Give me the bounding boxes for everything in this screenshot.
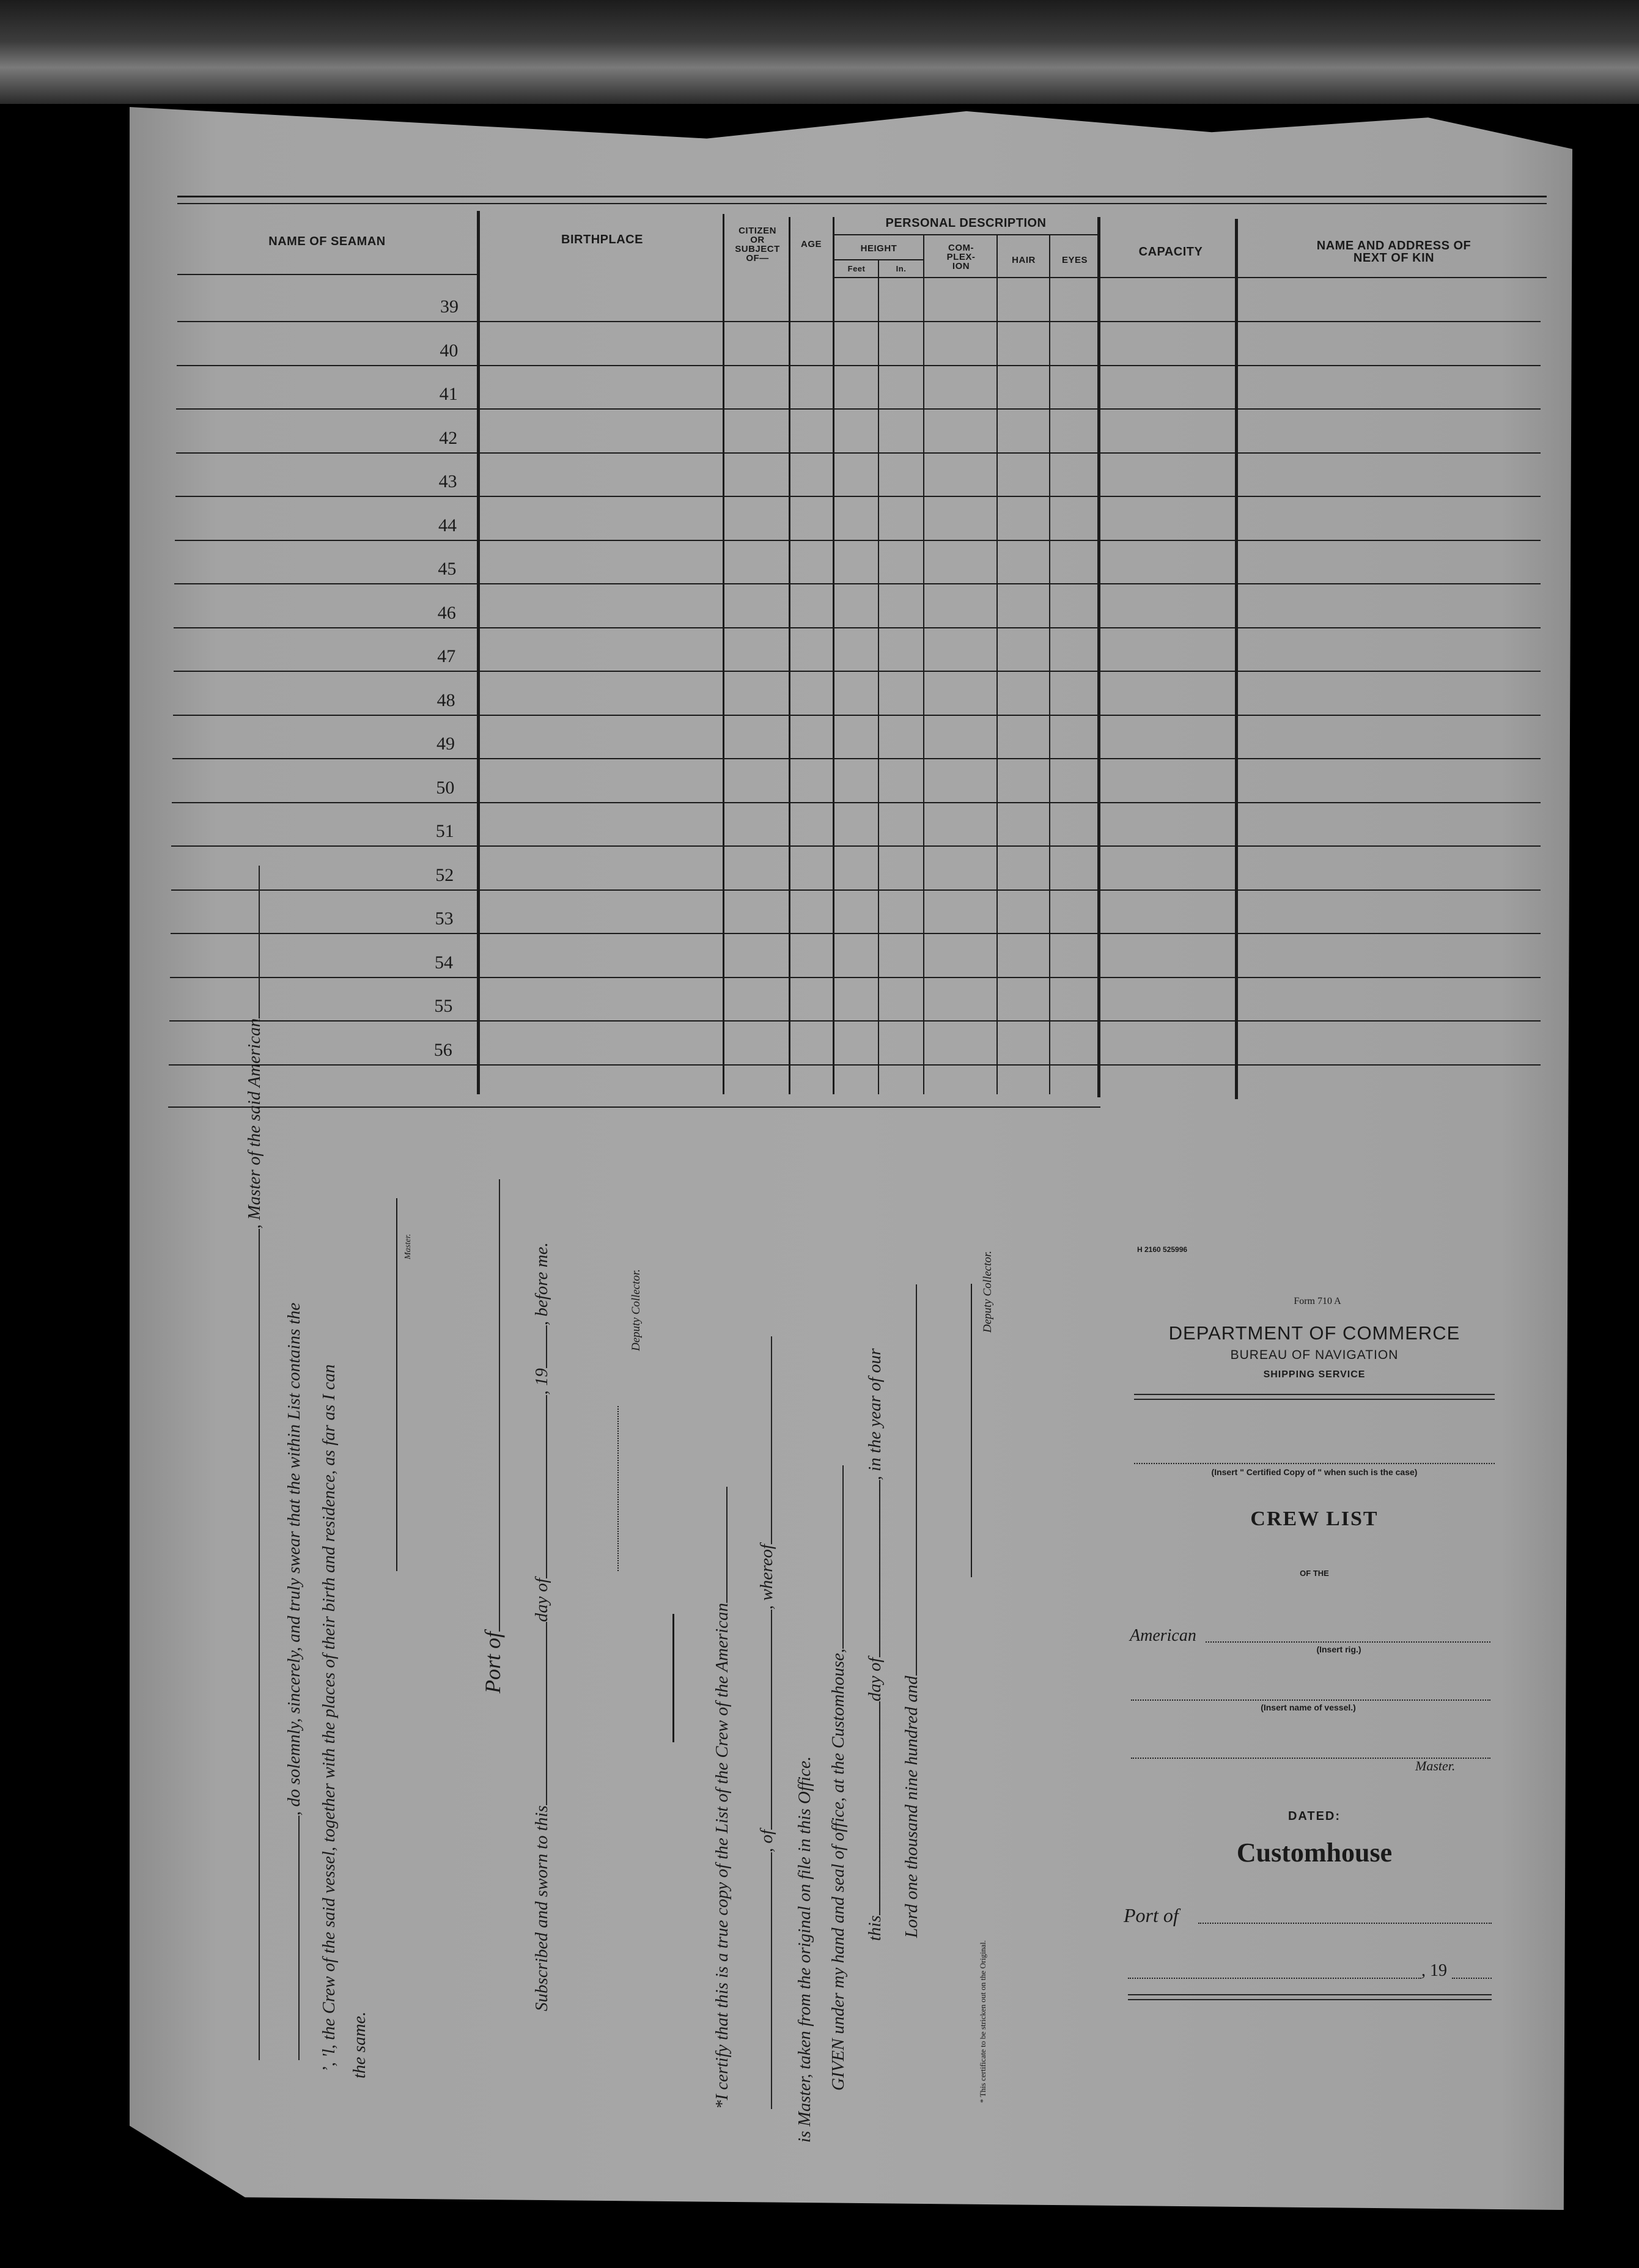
table-row — [176, 452, 1541, 454]
col-line-birthplace — [723, 214, 724, 1094]
col-line-hair — [1049, 235, 1050, 1094]
header-eyes: EYES — [1061, 255, 1088, 265]
header-citizen: CITIZEN OR SUBJECT OF— — [735, 226, 780, 263]
personal-desc-rule — [834, 234, 1097, 235]
table-row — [171, 933, 1541, 934]
col-line-name — [477, 211, 480, 1094]
bureau-title: BUREAU OF NAVIGATION — [1230, 1348, 1399, 1362]
col-line-eyes — [1097, 217, 1100, 1097]
department-title: DEPARTMENT OF COMMERCE — [1168, 1322, 1460, 1344]
oath-line-1: , Master of the said American — [245, 866, 265, 2060]
service-title: SHIPPING SERVICE — [1263, 1369, 1366, 1380]
cert-line-6: Lord one thousand nine hundred and — [902, 1284, 922, 1938]
cover-bottom-rule-2 — [1128, 1999, 1492, 2000]
table-row — [177, 321, 1541, 322]
table-row — [173, 715, 1541, 716]
cover-master-label: Master. — [1415, 1758, 1456, 1773]
table-row — [174, 627, 1541, 628]
dated-label: DATED: — [1287, 1810, 1341, 1823]
insert-name-note: (Insert name of vessel.) — [1261, 1703, 1356, 1712]
col-line-inches — [923, 235, 924, 1094]
insert-certified-note: (Insert " Certified Copy of " when such is the case) — [1211, 1467, 1418, 1477]
vessel-name-line — [1131, 1699, 1490, 1701]
row-number: 43 — [438, 471, 457, 492]
col-line-feet — [878, 260, 879, 1094]
form-number: Form 710 A — [1294, 1296, 1341, 1306]
cert-line-2: , of, whereof — [757, 1336, 777, 2109]
header-bottom-rule — [834, 277, 1547, 278]
cover-rule-2 — [1134, 1399, 1495, 1400]
table-row — [172, 802, 1541, 803]
cover-bottom-rule-1 — [1128, 1994, 1492, 1995]
col-line-complexion — [996, 235, 998, 1094]
table-bottom-rule — [168, 1106, 1100, 1108]
table-row — [171, 889, 1541, 891]
certified-copy-line — [1134, 1463, 1495, 1464]
date-line — [1128, 1978, 1421, 1979]
row-number: 55 — [434, 996, 453, 1016]
header-name-of-seaman: NAME OF SEAMAN — [268, 235, 386, 248]
header-birthplace: BIRTHPLACE — [561, 233, 643, 246]
table-row — [174, 671, 1541, 672]
col-line-capacity — [1235, 219, 1238, 1099]
oath-line-4: the same. — [350, 2011, 369, 2078]
table-row — [175, 496, 1541, 497]
cert-line-1: *I certify that this is a true copy of the List of the Crew of the American — [712, 1487, 732, 2109]
row-number: 49 — [436, 734, 455, 754]
table-row — [172, 758, 1541, 759]
col-line-citizen — [789, 217, 790, 1094]
row-number: 54 — [435, 952, 453, 973]
row-number: 48 — [436, 690, 455, 710]
header-capacity: CAPACITY — [1138, 245, 1203, 259]
header-height: HEIGHT — [860, 243, 897, 254]
row-number: 46 — [437, 603, 456, 623]
header-inches: In. — [896, 264, 907, 273]
row-number: 50 — [436, 778, 455, 798]
table-row — [170, 977, 1541, 978]
oath-line-3: ʼ, 'l, the Crew of the said vessel, together with the places of their birth and residence, as far as I can — [319, 1364, 339, 2072]
col-line-age — [833, 217, 834, 1094]
row-number: 42 — [439, 428, 458, 448]
row-number: 47 — [437, 646, 456, 666]
year-line — [1452, 1978, 1492, 1979]
crew-list-page — [130, 107, 1572, 2210]
insert-rig-note: (Insert rig.) — [1316, 1644, 1361, 1654]
oath-subscribed: Subscribed and sworn to thisday of, 19, before me. — [532, 1242, 551, 2011]
table-row — [169, 1020, 1541, 1022]
section-separator — [672, 1614, 674, 1742]
cert-deputy-collector: Deputy Collector. — [981, 1250, 994, 1333]
row-number: 56 — [433, 1040, 452, 1060]
row-number: 53 — [435, 908, 454, 929]
row-number: 41 — [439, 384, 458, 404]
cert-line-5: thisday of, in the year of our — [865, 1348, 885, 1941]
table-row — [169, 1064, 1541, 1066]
table-row — [176, 408, 1541, 410]
cert-footnote: * This certificate to be stricken out on the Original. — [978, 1940, 987, 2103]
table-top-rule — [177, 196, 1547, 197]
cert-line-3: is Master, taken from the original on file in this Office. — [795, 1756, 814, 2143]
oath-line-2: , do solemnly, sincerely, and truly swear that the within List contains the — [284, 1303, 304, 2060]
row-number: 52 — [435, 865, 454, 885]
row-number: 45 — [438, 559, 457, 579]
of-the-label: OF THE — [1300, 1569, 1329, 1578]
name-header-bottom-rule — [177, 274, 477, 275]
table-row — [175, 540, 1541, 541]
year-label: , 19 — [1421, 1961, 1447, 1980]
master-label: Master. — [403, 1234, 413, 1259]
cert-deputy-signature-line — [971, 1284, 972, 1577]
header-feet: Feet — [847, 264, 866, 273]
row-number: 39 — [440, 296, 459, 317]
customhouse-label: Customhouse — [1236, 1838, 1393, 1868]
header-hair: HAIR — [1012, 255, 1036, 265]
print-code: H 2160 525996 — [1137, 1245, 1188, 1254]
table-top-rule-2 — [177, 203, 1547, 204]
port-line — [1198, 1923, 1492, 1924]
table-row — [177, 365, 1541, 366]
header-next-of-kin: NAME AND ADDRESS OF NEXT OF KIN — [1316, 239, 1471, 265]
deputy-signature-line — [617, 1406, 619, 1571]
row-number: 51 — [435, 821, 454, 841]
american-label: American — [1130, 1626, 1196, 1645]
row-number: 40 — [440, 341, 459, 361]
rig-line — [1206, 1641, 1490, 1643]
header-complexion: COM- PLEX- ION — [946, 243, 976, 271]
cover-rule-1 — [1134, 1394, 1495, 1395]
cert-line-4: GIVEN under my hand and seal of office, at the Customhouse, — [828, 1465, 849, 2091]
header-age: AGE — [800, 239, 822, 249]
table-row — [171, 845, 1541, 847]
crew-list-title: CREW LIST — [1250, 1508, 1379, 1530]
oath-deputy-collector: Deputy Collector. — [630, 1268, 643, 1351]
header-personal-description: PERSONAL DESCRIPTION — [885, 216, 1047, 230]
cover-port-of-label: Port of — [1124, 1904, 1179, 1926]
oath-port-of: Port of — [480, 1179, 506, 1693]
microfilm-top-edge — [0, 0, 1639, 104]
master-signature-line — [396, 1198, 397, 1571]
row-number: 44 — [438, 515, 457, 536]
table-row — [174, 583, 1541, 584]
